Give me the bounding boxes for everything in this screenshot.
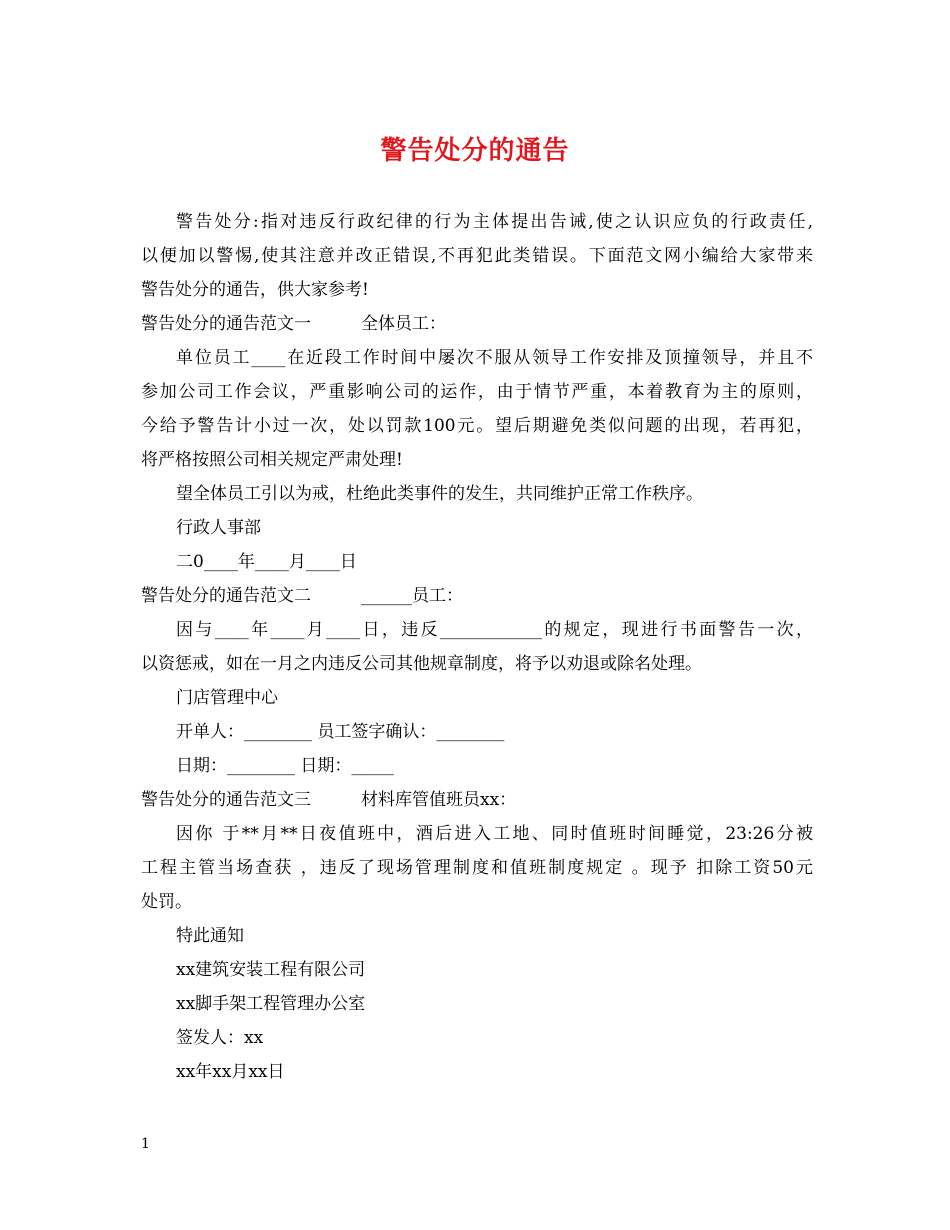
sample-3-company: xx建筑安装工程有限公司 bbox=[176, 960, 366, 980]
sample-2-date-line: 日期：________ 日期：_____ bbox=[176, 756, 394, 776]
sample-1-line-2: 参加公司工作会议，严重影响公司的运作，由于情节严重，本着教育为主的原则， bbox=[141, 382, 813, 402]
sample-1-line-3: 今给予警告计小过一次，处以罚款100元。望后期避免类似问题的出现，若再犯， bbox=[141, 416, 813, 436]
intro-line-2: 以便加以警惕,使其注意并改正错误,不再犯此类错误。下面范文网小编给大家带来 bbox=[141, 246, 813, 266]
sample-heading-1-label: 警告处分的通告范文一 bbox=[141, 314, 311, 334]
sample-2-line-1: 因与____年____月____日，违反____________的规定，现进行书面警告一次， bbox=[176, 620, 813, 640]
page-number: 1 bbox=[141, 1136, 150, 1152]
sample-1-line-1: 单位员工____在近段工作时间中屡次不服从领导工作安排及顶撞领导，并且不 bbox=[176, 348, 813, 368]
sample-3-line-2: 工程主管当场查获 ，违反了现场管理制度和值班制度规定 。现予 扣除工资50元 bbox=[141, 858, 813, 878]
sample-heading-3-label: 警告处分的通告范文三 bbox=[141, 790, 311, 810]
sample-heading-2 bbox=[141, 579, 813, 613]
sample-1-line-5: 望全体员工引以为戒，杜绝此类事件的发生，共同维护正常工作秩序。 bbox=[176, 484, 703, 504]
sample-1-date: 二0____年____月____日 bbox=[176, 552, 357, 572]
sample-3-line-1: 因你 于**月**日夜值班中，酒后进入工地、同时值班时间睡觉，23:26分被 bbox=[176, 824, 813, 844]
sample-2-issuer: 门店管理中心 bbox=[176, 688, 278, 708]
sample-1-line-4: 将严格按照公司相关规定严肃处理! bbox=[141, 450, 403, 470]
sample-heading-3 bbox=[141, 783, 813, 817]
intro-line-3: 警告处分的通告，供大家参考! bbox=[141, 280, 369, 300]
sample-2-signature-line: 开单人：________ 员工签字确认：________ bbox=[176, 722, 505, 742]
sample-1-issuer: 行政人事部 bbox=[176, 518, 261, 538]
document-body bbox=[141, 205, 813, 1089]
sample-3-office: xx脚手架工程管理办公室 bbox=[176, 994, 366, 1014]
sample-3-notice: 特此通知 bbox=[176, 926, 244, 946]
sample-heading-2-label: 警告处分的通告范文二 bbox=[141, 586, 311, 606]
sample-3-line-3: 处罚。 bbox=[141, 892, 192, 912]
sample-heading-2-addressee: ______员工： bbox=[361, 586, 463, 606]
sample-heading-3-addressee: 材料库管值班员xx： bbox=[361, 790, 517, 810]
intro-line-1: 警告处分:指对违反行政纪律的行为主体提出告诫,使之认识应负的行政责任, bbox=[176, 212, 813, 232]
sample-heading-1-addressee: 全体员工： bbox=[361, 314, 446, 334]
sample-3-signer: 签发人：xx bbox=[176, 1028, 264, 1048]
sample-2-line-2: 以资惩戒，如在一月之内违反公司其他规章制度，将予以劝退或除名处理。 bbox=[141, 654, 702, 674]
sample-3-date: xx年xx月xx日 bbox=[176, 1062, 285, 1082]
sample-heading-1 bbox=[141, 307, 813, 341]
document-title: 警告处分的通告 bbox=[380, 136, 570, 166]
